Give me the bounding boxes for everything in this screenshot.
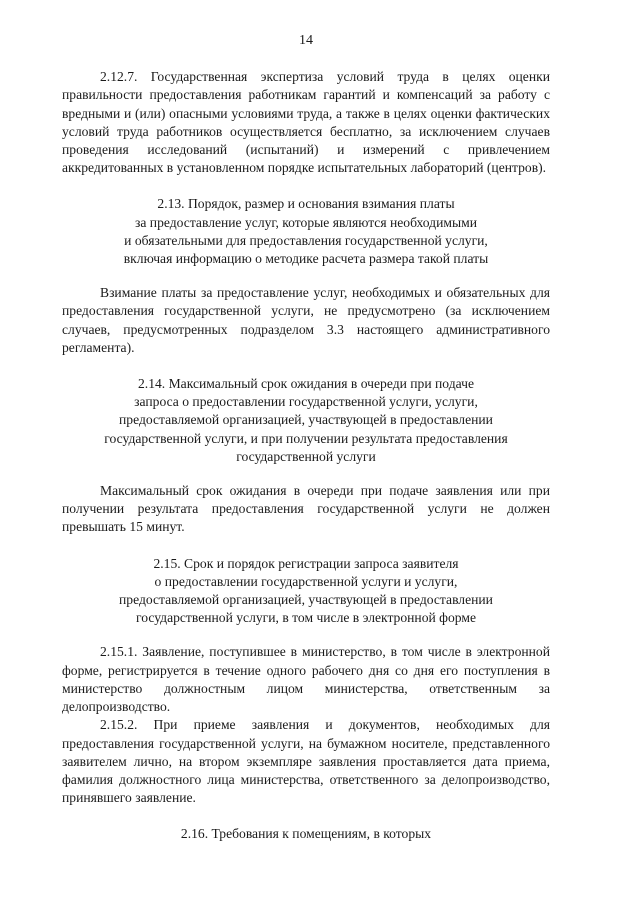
heading-2-14: [62, 375, 550, 466]
heading-2-15-line: государственной услуги, в том числе в электронной форме: [135, 610, 476, 626]
heading-2-16: [62, 825, 550, 843]
heading-2-15-line: о предоставлении государственной услуги и услуги,: [154, 573, 458, 589]
heading-2-15: [62, 555, 550, 628]
heading-2-14-line: запроса о предоставлении государственной услуги, услуги,: [134, 394, 478, 410]
heading-2-14-line: 2.14. Максимальный срок ожидания в очереди при подаче: [138, 376, 474, 392]
heading-2-14-line: государственной услуги, и при получении результата предоставления: [104, 430, 508, 446]
page-number: 14: [299, 33, 313, 48]
heading-2-15-line: 2.15. Срок и порядок регистрации запроса заявителя: [153, 555, 459, 571]
document-page: [62, 32, 550, 844]
paragraph-2-13: Взимание платы за предоставление услуг, необходимых и обязательных для предоставления государственной услуги, не предусмотрено (за исключением случаев, предусмотренных подразделом 3.3 настоящего административного регламента).: [62, 285, 550, 355]
paragraph-2-12-7: 2.12.7. Государственная экспертиза условий труда в целях оценки правильности предоставления работникам гарантий и компенсаций за работу с вредными и (или) опасными условиями труда, а также в целях оценки фактических условий труда работников осуществляется бесплатно, за исключением случаев проведения исследований (испытаний) и измерений с привлечением аккредитованных в установленном порядке испытательных лабораторий (центров).: [62, 69, 550, 176]
heading-2-15-line: предоставляемой организацией, участвующей в предоставлении: [119, 592, 493, 608]
heading-2-13-line: 2.13. Порядок, размер и основания взимания платы: [157, 196, 455, 212]
heading-2-13-line: и обязательными для предоставления государственной услуги,: [124, 232, 488, 248]
paragraph-2-14: Максимальный срок ожидания в очереди при подаче заявления или при получении результата предоставления государственной услуги не должен превышать 15 минут.: [62, 483, 550, 535]
paragraph-2-15-2: 2.15.2. При приеме заявления и документов, необходимых для предоставления государственной услуги, на бумажном носителе, представленного заявителем лично, на втором экземпляре заявления проставляется дата приема, фамилия должностного лица министерства, ответственного за делопроизводство, принявшего заявление.: [62, 717, 550, 806]
heading-2-13-line: включая информацию о методике расчета размера такой платы: [123, 251, 489, 267]
heading-2-16-line: 2.16. Требования к помещениям, в которых: [180, 826, 432, 842]
heading-2-13: [62, 195, 550, 268]
heading-2-14-line: предоставляемой организацией, участвующей в предоставлении: [119, 412, 493, 428]
paragraph-2-15-1: 2.15.1. Заявление, поступившее в министерство, в том числе в электронной форме, регистрируется в течение одного рабочего дня со дня его поступления в министерство должностным лицом министерства, ответственным за делопроизводство.: [62, 644, 550, 715]
heading-2-13-line: за предоставление услуг, которые являются необходимыми: [135, 214, 477, 230]
heading-2-14-line: государственной услуги: [236, 448, 376, 464]
